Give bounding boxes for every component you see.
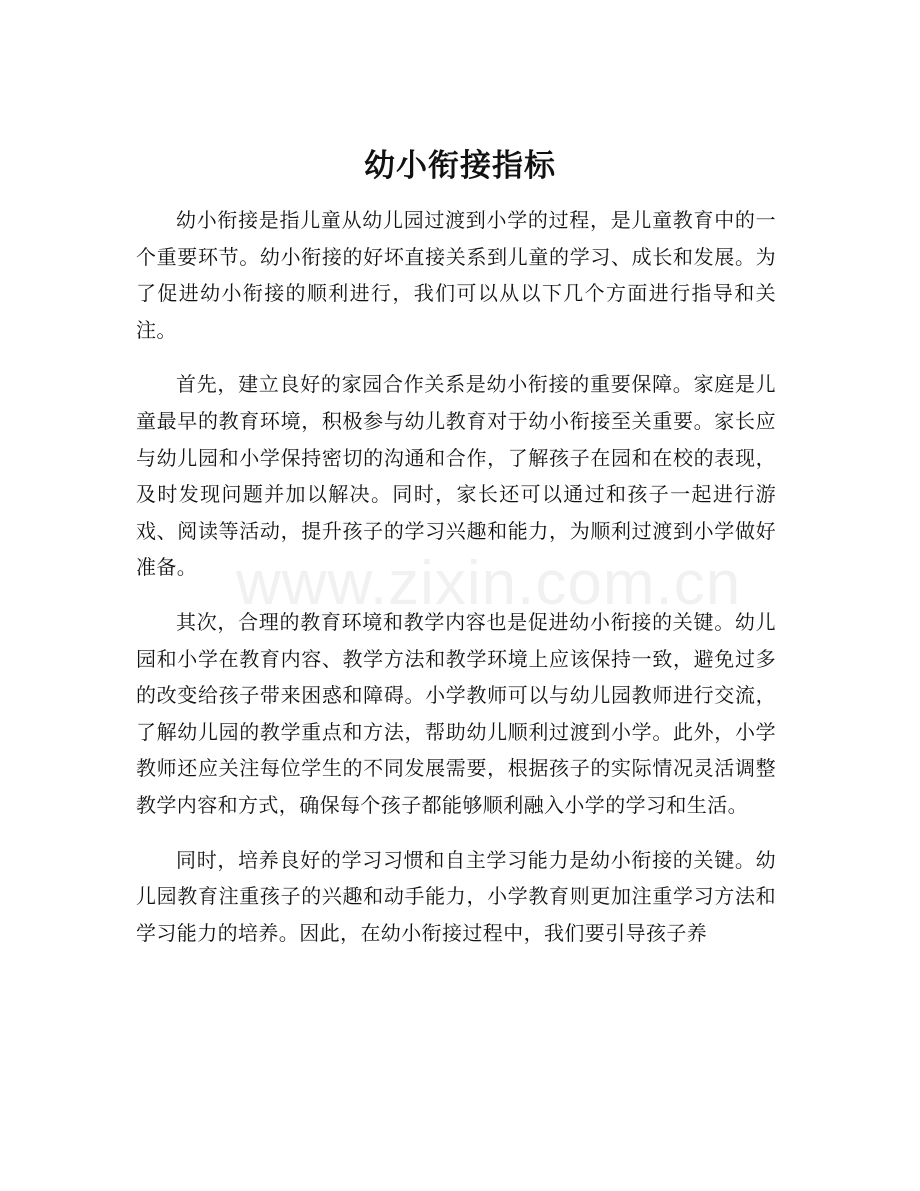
- document-body: [136, 202, 776, 969]
- paragraph-teaching-environment: 其次，合理的教育环境和教学内容也是促进幼小衔接的关键。幼儿园和小学在教育内容、教学方法和教学环境上应该保持一致，避免过多的改变给孩子带来困惑和障碍。小学教师可以与幼儿园教师进行交流，了解幼儿园的教学重点和方法，帮助幼儿顺利过渡到小学。此外，小学教师还应关注每位学生的不同发展需要，根据孩子的实际情况灵活调整教学内容和方式，确保每个孩子都能够顺利融入小学的学习和生活。: [136, 609, 776, 817]
- paragraph-learning-habits: 同时，培养良好的学习习惯和自主学习能力是幼小衔接的关键。幼儿园教育注重孩子的兴趣和动手能力，小学教育则更加注重学习方法和学习能力的培养。因此，在幼小衔接过程中，我们要引导孩子养: [136, 847, 776, 945]
- document-title: 幼小衔接指标: [364, 148, 556, 184]
- paragraph-home-school-cooperation: 首先，建立良好的家园合作关系是幼小衔接的重要保障。家庭是儿童最早的教育环境，积极参与幼儿教育对于幼小衔接至关重要。家长应与幼儿园和小学保持密切的沟通和合作，了解孩子在园和在校的表现，及时发现问题并加以解决。同时，家长还可以通过和孩子一起进行游戏、阅读等活动，提升孩子的学习兴趣和能力，为顺利过渡到小学做好准备。: [136, 372, 776, 580]
- watermark-text: www.zixin.com.cn: [236, 549, 742, 618]
- paragraph-intro: 幼小衔接是指儿童从幼儿园过渡到小学的过程，是儿童教育中的一个重要环节。幼小衔接的好坏直接关系到儿童的学习、成长和发展。为了促进幼小衔接的顺利进行，我们可以从以下几个方面进行指导和关注。: [136, 208, 776, 342]
